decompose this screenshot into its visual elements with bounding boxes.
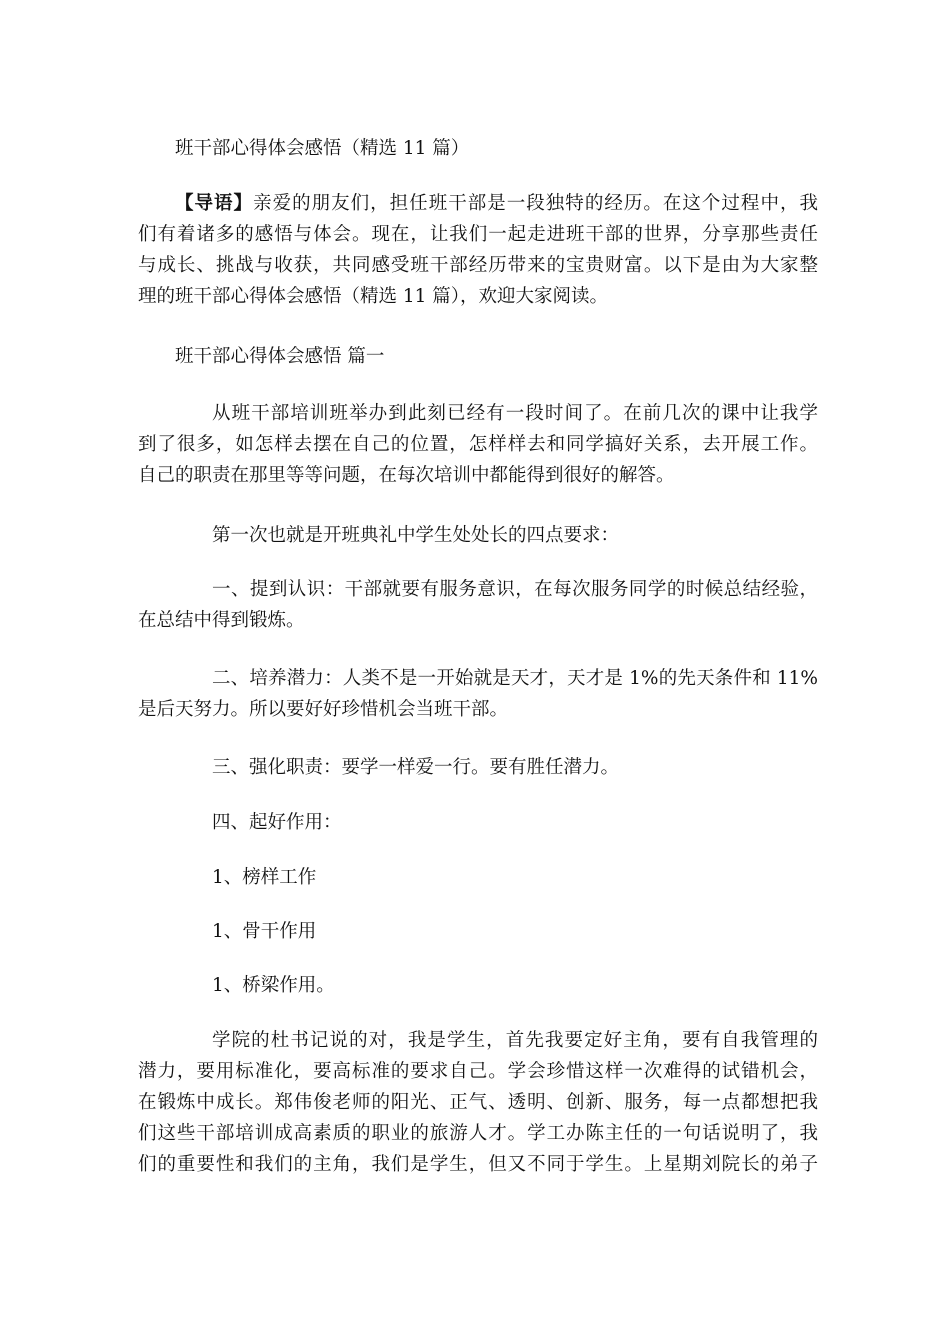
paragraph-10-line-5: 们的重要性和我们的主角，我们是学生，但又不同于学生。上星期刘院长的弟子	[138, 1154, 818, 1175]
paragraph-10-line-1: 学院的杜书记说的对，我是学生，首先我要定好主角，要有自我管理的	[212, 1030, 818, 1051]
paragraph-4	[138, 663, 818, 725]
intro-line-1	[138, 188, 818, 219]
intro-label: 【导语】	[175, 193, 254, 214]
paragraph-5	[138, 752, 818, 783]
paragraph-10	[138, 1025, 818, 1180]
paragraph-10-line-4: 们这些干部培训成高素质的职业的旅游人才。学工办陈主任的一句话说明了，我	[138, 1123, 818, 1144]
paragraph-3-line-1: 一、提到认识：干部就要有服务意识，在每次服务同学的时候总结经验，	[212, 579, 818, 600]
paragraph-1-line-1: 从班干部培训班举办到此刻已经有一段时间了。在前几次的课中让我学	[212, 403, 818, 424]
paragraph-8	[138, 916, 818, 947]
paragraph-8-line-1: 1、骨干作用	[212, 921, 317, 942]
paragraph-3	[138, 574, 818, 636]
paragraph-6	[138, 807, 818, 838]
paragraph-3-line-2: 在总结中得到锻炼。	[138, 610, 305, 631]
paragraph-1	[138, 398, 818, 491]
paragraph-7	[138, 862, 818, 893]
paragraph-4-line-2: 是后天努力。所以要好好珍惜机会当班干部。	[138, 699, 509, 720]
paragraph-9-line-1: 1、桥梁作用。	[212, 975, 335, 996]
intro-line-2: 们有着诸多的感悟与体会。现在，让我们一起走进班干部的世界，分享那些责任	[138, 224, 818, 245]
paragraph-1-line-3: 自己的职责在那里等等问题，在每次培训中都能得到很好的解答。	[138, 465, 675, 486]
paragraph-2-line-1: 第一次也就是开班典礼中学生处处长的四点要求：	[212, 525, 620, 546]
intro-paragraph	[138, 188, 818, 312]
paragraph-4-line-1: 二、培养潜力：人类不是一开始就是天才，天才是 1%的先天条件和 11%	[212, 668, 818, 689]
intro-line-1-text: 亲爱的朋友们，担任班干部是一段独特的经历。在这个过程中，我	[253, 193, 818, 214]
intro-line-4: 理的班干部心得体会感悟（精选 11 篇），欢迎大家阅读。	[138, 286, 609, 307]
paragraph-2	[138, 520, 818, 551]
paragraph-1-line-2: 到了很多，如怎样去摆在自己的位置，怎样样去和同学搞好关系，去开展工作。	[138, 434, 818, 455]
paragraph-7-line-1: 1、榜样工作	[212, 867, 317, 888]
paragraph-5-line-1: 三、强化职责：要学一样爱一行。要有胜任潜力。	[212, 757, 620, 778]
section-heading	[175, 341, 855, 372]
intro-line-3: 与成长、挑战与收获，共同感受班干部经历带来的宝贵财富。以下是由为大家整	[138, 255, 818, 276]
document-title	[175, 133, 855, 164]
paragraph-6-line-1: 四、起好作用：	[212, 812, 342, 833]
paragraph-10-line-2: 潜力，要用标准化，要高标准的要求自己。学会珍惜这样一次难得的试错机会，	[138, 1061, 818, 1082]
paragraph-10-line-3: 在锻炼中成长。郑伟俊老师的阳光、正气、透明、创新、服务，每一点都想把我	[138, 1092, 818, 1113]
section-heading-text: 班干部心得体会感悟 篇一	[175, 346, 385, 367]
paragraph-9	[138, 970, 818, 1001]
document-title-text: 班干部心得体会感悟（精选 11 篇）	[175, 138, 470, 159]
